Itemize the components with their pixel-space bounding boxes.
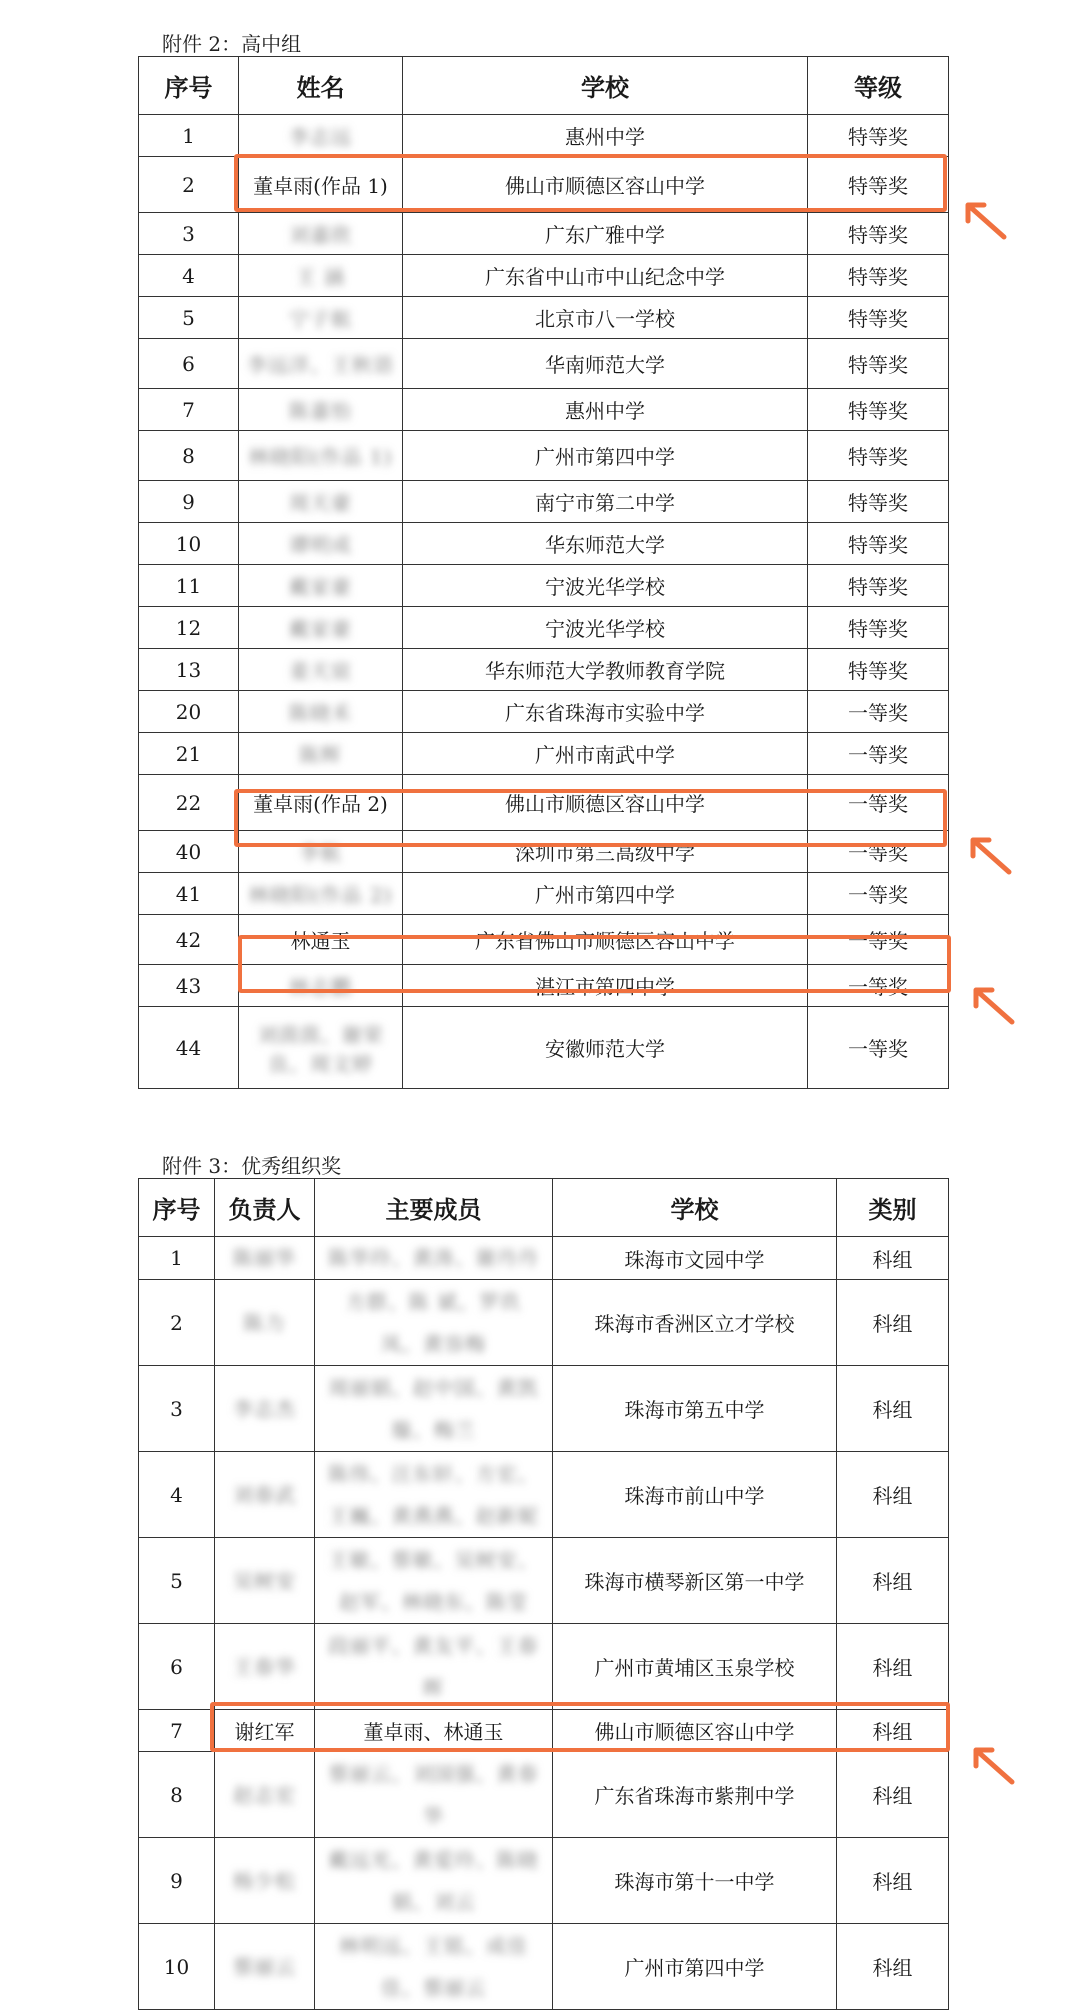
student-name-cell xyxy=(239,649,403,691)
student-name-cell xyxy=(239,733,403,775)
organization-award-table xyxy=(138,1178,949,2010)
school-name: 安徽师范大学 xyxy=(545,1037,665,1061)
row-number: 21 xyxy=(175,741,202,766)
member-names-cell xyxy=(315,1624,553,1710)
header-leader: 负责人 xyxy=(215,1179,315,1237)
student-name: 李远洋、王秋语 xyxy=(247,353,394,377)
member-names: 周丽娟、赵中国、黄凯璇、梅兰 xyxy=(328,1375,539,1442)
leader-name-cell xyxy=(215,1452,315,1538)
award-level: 一等奖 xyxy=(848,701,908,725)
row-number-cell xyxy=(139,255,239,297)
student-name: 戴家豪 xyxy=(289,575,352,599)
row-number: 3 xyxy=(182,221,195,246)
student-name-cell xyxy=(239,213,403,255)
highlight-box-row-2 xyxy=(234,154,947,212)
school-name: 惠州中学 xyxy=(565,399,645,423)
leader-name-cell xyxy=(215,1838,315,1924)
student-name-cell xyxy=(239,255,403,297)
student-name: 王 涵 xyxy=(295,265,346,289)
school-name: 华东师范大学 xyxy=(545,533,665,557)
award-level-cell xyxy=(808,481,949,523)
member-names: 段丽平、黄友平、王春晖 xyxy=(328,1633,539,1700)
table-row xyxy=(139,213,949,255)
award-type: 科组 xyxy=(872,1312,913,1336)
row-number-cell xyxy=(139,297,239,339)
student-name: 林晓阳(作品 2) xyxy=(248,883,393,907)
row-number-cell xyxy=(139,649,239,691)
leader-name: 刘春武 xyxy=(233,1482,296,1507)
award-level-cell xyxy=(808,255,949,297)
row-number-cell xyxy=(139,1452,215,1538)
row-number: 41 xyxy=(175,881,202,906)
student-name: 陈晓禾 xyxy=(289,701,352,725)
header-name: 姓名 xyxy=(239,57,403,115)
school-name: 广东省珠海市实验中学 xyxy=(505,701,705,725)
student-name-cell xyxy=(239,389,403,431)
header-no: 序号 xyxy=(139,1179,215,1237)
leader-name: 李志杰 xyxy=(233,1396,296,1421)
row-number: 5 xyxy=(182,305,195,330)
award-level: 一等奖 xyxy=(848,1037,908,1061)
header-type: 类别 xyxy=(837,1179,949,1237)
school-name: 深圳市第三高级中学 xyxy=(515,841,695,865)
row-number-cell xyxy=(139,339,239,389)
member-names-cell xyxy=(315,1237,553,1280)
row-number-cell xyxy=(139,1237,215,1280)
table-row xyxy=(139,339,949,389)
award-level-cell xyxy=(808,873,949,915)
row-number-cell xyxy=(139,831,239,873)
school-name: 珠海市横琴新区第一中学 xyxy=(584,1570,805,1594)
member-names: 董卓雨、林通玉 xyxy=(363,1720,504,1744)
school-name: 广东省佛山市顺德区容山中学 xyxy=(475,929,735,953)
member-names-cell xyxy=(315,1838,553,1924)
arrow-icon xyxy=(968,1740,1018,1790)
school-name-cell xyxy=(553,1280,837,1366)
row-number: 10 xyxy=(175,531,202,556)
member-names: 方群、陈 斌、罗玖凤、黄容梅 xyxy=(345,1289,522,1356)
student-name: 宁子航 xyxy=(289,307,352,331)
arrow-icon xyxy=(960,195,1010,245)
leader-name-cell xyxy=(215,1538,315,1624)
school-name-cell xyxy=(553,1452,837,1538)
school-name-cell xyxy=(403,481,808,523)
leader-name-cell xyxy=(215,1924,315,2010)
member-names: 蔡丽云、刘国强、黄春华 xyxy=(328,1761,539,1828)
table-row xyxy=(139,1366,949,1452)
student-name-cell xyxy=(239,607,403,649)
member-names: 林明远、王铭、成佳佳、蔡丽云 xyxy=(339,1933,528,2000)
student-name: 林晓阳(作品 1) xyxy=(248,445,393,469)
row-number-cell xyxy=(139,1838,215,1924)
leader-name-cell xyxy=(215,1624,315,1710)
school-name: 广州市南武中学 xyxy=(535,743,675,767)
student-name-cell xyxy=(239,297,403,339)
school-name-cell xyxy=(553,1838,837,1924)
student-name-cell xyxy=(239,873,403,915)
student-name: 陈辉 xyxy=(299,743,342,767)
table-row xyxy=(139,607,949,649)
school-name: 珠海市香洲区立才学校 xyxy=(594,1312,795,1336)
highlight-box-org-row-7 xyxy=(210,1702,950,1752)
table-row xyxy=(139,389,949,431)
table-row xyxy=(139,733,949,775)
award-level: 特等奖 xyxy=(848,491,908,515)
award-level: 特等奖 xyxy=(848,659,908,683)
award-type: 科组 xyxy=(872,1570,913,1594)
table-row xyxy=(139,649,949,691)
award-type-cell xyxy=(837,1838,949,1924)
row-number: 10 xyxy=(163,1954,190,1979)
school-name: 珠海市前山中学 xyxy=(624,1484,765,1508)
row-number-cell xyxy=(139,915,239,965)
student-name: 刘嘉欣 xyxy=(289,223,352,247)
student-name: 董卓雨(作品 2) xyxy=(253,792,388,816)
student-name-cell xyxy=(239,523,403,565)
award-level-cell xyxy=(808,733,949,775)
student-name-cell xyxy=(239,565,403,607)
row-number: 13 xyxy=(175,657,202,682)
row-number-cell xyxy=(139,1924,215,2010)
table-row xyxy=(139,1280,949,1366)
section1-caption: 附件 2：高中组 xyxy=(162,32,302,56)
school-name: 广州市第四中学 xyxy=(535,883,675,907)
row-number-cell xyxy=(139,565,239,607)
school-name: 湛江市第四中学 xyxy=(535,975,675,999)
row-number-cell xyxy=(139,1366,215,1452)
row-number-cell xyxy=(139,873,239,915)
school-name-cell xyxy=(403,115,808,157)
row-number-cell xyxy=(139,733,239,775)
member-names-cell xyxy=(315,1538,553,1624)
row-number: 40 xyxy=(175,839,202,864)
table-row xyxy=(139,1752,949,1838)
row-number-cell xyxy=(139,389,239,431)
school-name: 宁波光华学校 xyxy=(545,575,665,599)
school-name-cell xyxy=(403,733,808,775)
school-name: 广州市第四中学 xyxy=(624,1956,765,1980)
award-type: 科组 xyxy=(872,1956,913,1980)
member-names-cell xyxy=(315,1924,553,2010)
school-name-cell xyxy=(553,1538,837,1624)
award-type-cell xyxy=(837,1752,949,1838)
student-name-cell xyxy=(239,1007,403,1089)
row-number: 1 xyxy=(182,123,195,148)
award-level-cell xyxy=(808,523,949,565)
row-number: 20 xyxy=(175,699,202,724)
leader-name: 王春华 xyxy=(233,1654,296,1679)
award-type-cell xyxy=(837,1624,949,1710)
row-number: 42 xyxy=(175,927,202,952)
school-name: 惠州中学 xyxy=(565,125,645,149)
row-number: 9 xyxy=(170,1868,183,1893)
row-number: 2 xyxy=(182,172,195,197)
row-number-cell xyxy=(139,523,239,565)
leader-name-cell xyxy=(215,1752,315,1838)
row-number-cell xyxy=(139,607,239,649)
award-level: 一等奖 xyxy=(848,929,908,953)
school-name: 佛山市顺德区容山中学 xyxy=(594,1720,795,1744)
table-row xyxy=(139,1007,949,1089)
leader-name-cell xyxy=(215,1366,315,1452)
row-number-cell xyxy=(139,1624,215,1710)
student-name: 陈嘉怡 xyxy=(289,399,352,423)
award-level: 特等奖 xyxy=(848,575,908,599)
award-level: 一等奖 xyxy=(848,792,908,816)
student-name-cell xyxy=(239,115,403,157)
leader-name: 杨少松 xyxy=(233,1868,296,1893)
award-level: 特等奖 xyxy=(848,265,908,289)
leader-name: 陈丽华 xyxy=(233,1246,296,1270)
award-level: 特等奖 xyxy=(848,533,908,557)
row-number: 5 xyxy=(170,1568,183,1593)
award-level: 一等奖 xyxy=(848,975,908,999)
student-name: 刘茵茵、谢荣良、周文婷 xyxy=(257,1022,384,1076)
school-name: 北京市八一学校 xyxy=(535,307,675,331)
header-school: 学校 xyxy=(553,1179,837,1237)
award-level-cell xyxy=(808,339,949,389)
award-level: 特等奖 xyxy=(848,307,908,331)
highlight-box-row-22 xyxy=(234,789,947,847)
school-name: 广州市黄埔区玉泉学校 xyxy=(594,1656,795,1680)
row-number: 6 xyxy=(170,1654,183,1679)
leader-name: 蔡丽云 xyxy=(233,1954,296,1979)
award-type: 科组 xyxy=(872,1247,913,1272)
award-level-cell xyxy=(808,431,949,481)
leader-name-cell xyxy=(215,1280,315,1366)
school-name-cell xyxy=(403,1007,808,1089)
student-name: 戴家豪 xyxy=(289,617,352,641)
school-name-cell xyxy=(403,649,808,691)
table-row xyxy=(139,431,949,481)
student-name: 林志鹏 xyxy=(289,975,352,999)
school-name: 佛山市顺德区容山中学 xyxy=(505,174,705,198)
award-type: 科组 xyxy=(872,1784,913,1808)
row-number: 9 xyxy=(182,489,195,514)
row-number-cell xyxy=(139,431,239,481)
school-name-cell xyxy=(403,691,808,733)
award-type-cell xyxy=(837,1452,949,1538)
row-number: 2 xyxy=(170,1310,183,1335)
table-row xyxy=(139,1538,949,1624)
school-name: 广州市第四中学 xyxy=(535,445,675,469)
row-number-cell xyxy=(139,691,239,733)
row-number: 3 xyxy=(170,1396,183,1421)
row-number-cell xyxy=(139,1710,215,1752)
school-name: 佛山市顺德区容山中学 xyxy=(505,792,705,816)
award-level: 特等奖 xyxy=(848,125,908,149)
award-type-cell xyxy=(837,1924,949,2010)
student-name-cell xyxy=(239,691,403,733)
student-name-cell xyxy=(239,481,403,523)
table-row xyxy=(139,255,949,297)
award-level: 特等奖 xyxy=(848,353,908,377)
row-number: 43 xyxy=(175,973,202,998)
student-name: 姜天宸 xyxy=(289,659,352,683)
award-type: 科组 xyxy=(872,1656,913,1680)
highlight-box-row-42 xyxy=(238,935,951,993)
school-name-cell xyxy=(403,523,808,565)
row-number: 4 xyxy=(170,1482,183,1507)
school-name: 宁波光华学校 xyxy=(545,617,665,641)
award-level-cell xyxy=(808,213,949,255)
table-row xyxy=(139,691,949,733)
row-number: 12 xyxy=(175,615,202,640)
school-name-cell xyxy=(553,1752,837,1838)
award-level-cell xyxy=(808,649,949,691)
school-name-cell xyxy=(553,1237,837,1280)
table-row xyxy=(139,1452,949,1538)
school-name-cell xyxy=(553,1366,837,1452)
arrow-icon xyxy=(965,830,1015,880)
member-names: 陈华玲、黄涛、谢丹丹 xyxy=(328,1246,539,1270)
award-level-cell xyxy=(808,691,949,733)
table-row xyxy=(139,523,949,565)
row-number-cell xyxy=(139,1752,215,1838)
member-names-cell xyxy=(315,1280,553,1366)
row-number-cell xyxy=(139,157,239,213)
row-number-cell xyxy=(139,965,239,1007)
row-number-cell xyxy=(139,1280,215,1366)
award-level: 特等奖 xyxy=(848,399,908,423)
header-school: 学校 xyxy=(403,57,808,115)
award-type: 科组 xyxy=(872,1398,913,1422)
school-name: 珠海市第五中学 xyxy=(624,1398,765,1422)
table-header-row xyxy=(139,1179,949,1237)
table-header-row xyxy=(139,57,949,115)
row-number: 4 xyxy=(182,263,195,288)
leader-name-cell xyxy=(215,1237,315,1280)
row-number: 6 xyxy=(182,351,195,376)
table-row xyxy=(139,1924,949,2010)
row-number-cell xyxy=(139,481,239,523)
student-name-cell xyxy=(239,339,403,389)
member-names: 陈伟、汪东轩、方宏、王巍、黄燕燕、赵新妮 xyxy=(328,1461,539,1528)
row-number: 1 xyxy=(170,1246,183,1270)
school-name-cell xyxy=(403,389,808,431)
member-names: 戴远光、黄爱玲、陈晓娟、刘云 xyxy=(328,1847,539,1914)
leader-name: 陈力 xyxy=(243,1310,286,1335)
student-name-cell xyxy=(239,431,403,481)
award-level: 特等奖 xyxy=(848,223,908,247)
row-number-cell xyxy=(139,115,239,157)
table-row xyxy=(139,115,949,157)
school-name: 珠海市第十一中学 xyxy=(614,1870,775,1894)
school-name-cell xyxy=(403,431,808,481)
school-name: 广东省珠海市紫荆中学 xyxy=(594,1784,795,1808)
award-level: 一等奖 xyxy=(848,841,908,865)
row-number: 11 xyxy=(175,573,202,598)
table-row xyxy=(139,873,949,915)
table-row xyxy=(139,565,949,607)
award-level: 一等奖 xyxy=(848,883,908,907)
header-members: 主要成员 xyxy=(315,1179,553,1237)
school-name: 华南师范大学 xyxy=(545,353,665,377)
member-names-cell xyxy=(315,1452,553,1538)
award-type: 科组 xyxy=(872,1484,913,1508)
student-name: 李志远 xyxy=(289,125,352,149)
leader-name: 谢红军 xyxy=(234,1720,295,1744)
school-name-cell xyxy=(403,297,808,339)
header-no: 序号 xyxy=(139,57,239,115)
award-level-cell xyxy=(808,297,949,339)
arrow-icon xyxy=(968,980,1018,1030)
school-name-cell xyxy=(553,1924,837,2010)
award-type-cell xyxy=(837,1366,949,1452)
member-names-cell xyxy=(315,1752,553,1838)
table-row xyxy=(139,1624,949,1710)
award-type-cell xyxy=(837,1280,949,1366)
student-name: 林通玉 xyxy=(290,929,351,953)
section2-caption: 附件 3：优秀组织奖 xyxy=(162,1154,342,1178)
member-names-cell xyxy=(315,1366,553,1452)
award-type-cell xyxy=(837,1237,949,1280)
school-name-cell xyxy=(403,873,808,915)
school-name: 华东师范大学教师教育学院 xyxy=(485,659,725,683)
school-name: 广东省中山市中山纪念中学 xyxy=(485,265,725,289)
row-number: 22 xyxy=(175,790,202,815)
page-gap xyxy=(0,1106,1080,1150)
school-name-cell xyxy=(403,339,808,389)
award-type-cell xyxy=(837,1538,949,1624)
student-name: 周天豪 xyxy=(289,491,352,515)
row-number: 8 xyxy=(182,443,195,468)
row-number: 7 xyxy=(170,1718,183,1743)
row-number-cell xyxy=(139,1538,215,1624)
school-name: 南宁市第二中学 xyxy=(535,491,675,515)
award-level-cell xyxy=(808,115,949,157)
award-level: 特等奖 xyxy=(848,174,908,198)
table-row xyxy=(139,297,949,339)
leader-name: 赵志宏 xyxy=(233,1782,296,1807)
school-name: 珠海市文园中学 xyxy=(624,1247,765,1272)
school-name-cell xyxy=(403,607,808,649)
student-name: 李航 xyxy=(299,841,342,865)
table-row xyxy=(139,1237,949,1280)
award-level-cell xyxy=(808,1007,949,1089)
award-level: 一等奖 xyxy=(848,743,908,767)
school-name-cell xyxy=(553,1624,837,1710)
school-name-cell xyxy=(403,255,808,297)
student-name: 董卓雨(作品 1) xyxy=(253,174,388,198)
school-name-cell xyxy=(403,213,808,255)
row-number: 7 xyxy=(182,397,195,422)
award-level: 特等奖 xyxy=(848,445,908,469)
award-level-cell xyxy=(808,607,949,649)
table-row xyxy=(139,481,949,523)
row-number: 8 xyxy=(170,1782,183,1807)
table-row xyxy=(139,1838,949,1924)
award-level-cell xyxy=(808,389,949,431)
leader-name: 吴树安 xyxy=(233,1568,296,1593)
student-name: 谭明成 xyxy=(289,533,352,557)
member-names: 王敏、蔡敏、吴树安、赵军、林晓东、陈莹 xyxy=(328,1547,539,1614)
award-level-cell xyxy=(808,565,949,607)
row-number-cell xyxy=(139,1007,239,1089)
award-type: 科组 xyxy=(872,1720,913,1744)
award-level: 特等奖 xyxy=(848,617,908,641)
school-name-cell xyxy=(403,565,808,607)
row-number-cell xyxy=(139,213,239,255)
row-number-cell xyxy=(139,775,239,831)
header-level: 等级 xyxy=(808,57,949,115)
award-type: 科组 xyxy=(872,1870,913,1894)
school-name: 广东广雅中学 xyxy=(545,223,665,247)
row-number: 44 xyxy=(175,1035,202,1060)
